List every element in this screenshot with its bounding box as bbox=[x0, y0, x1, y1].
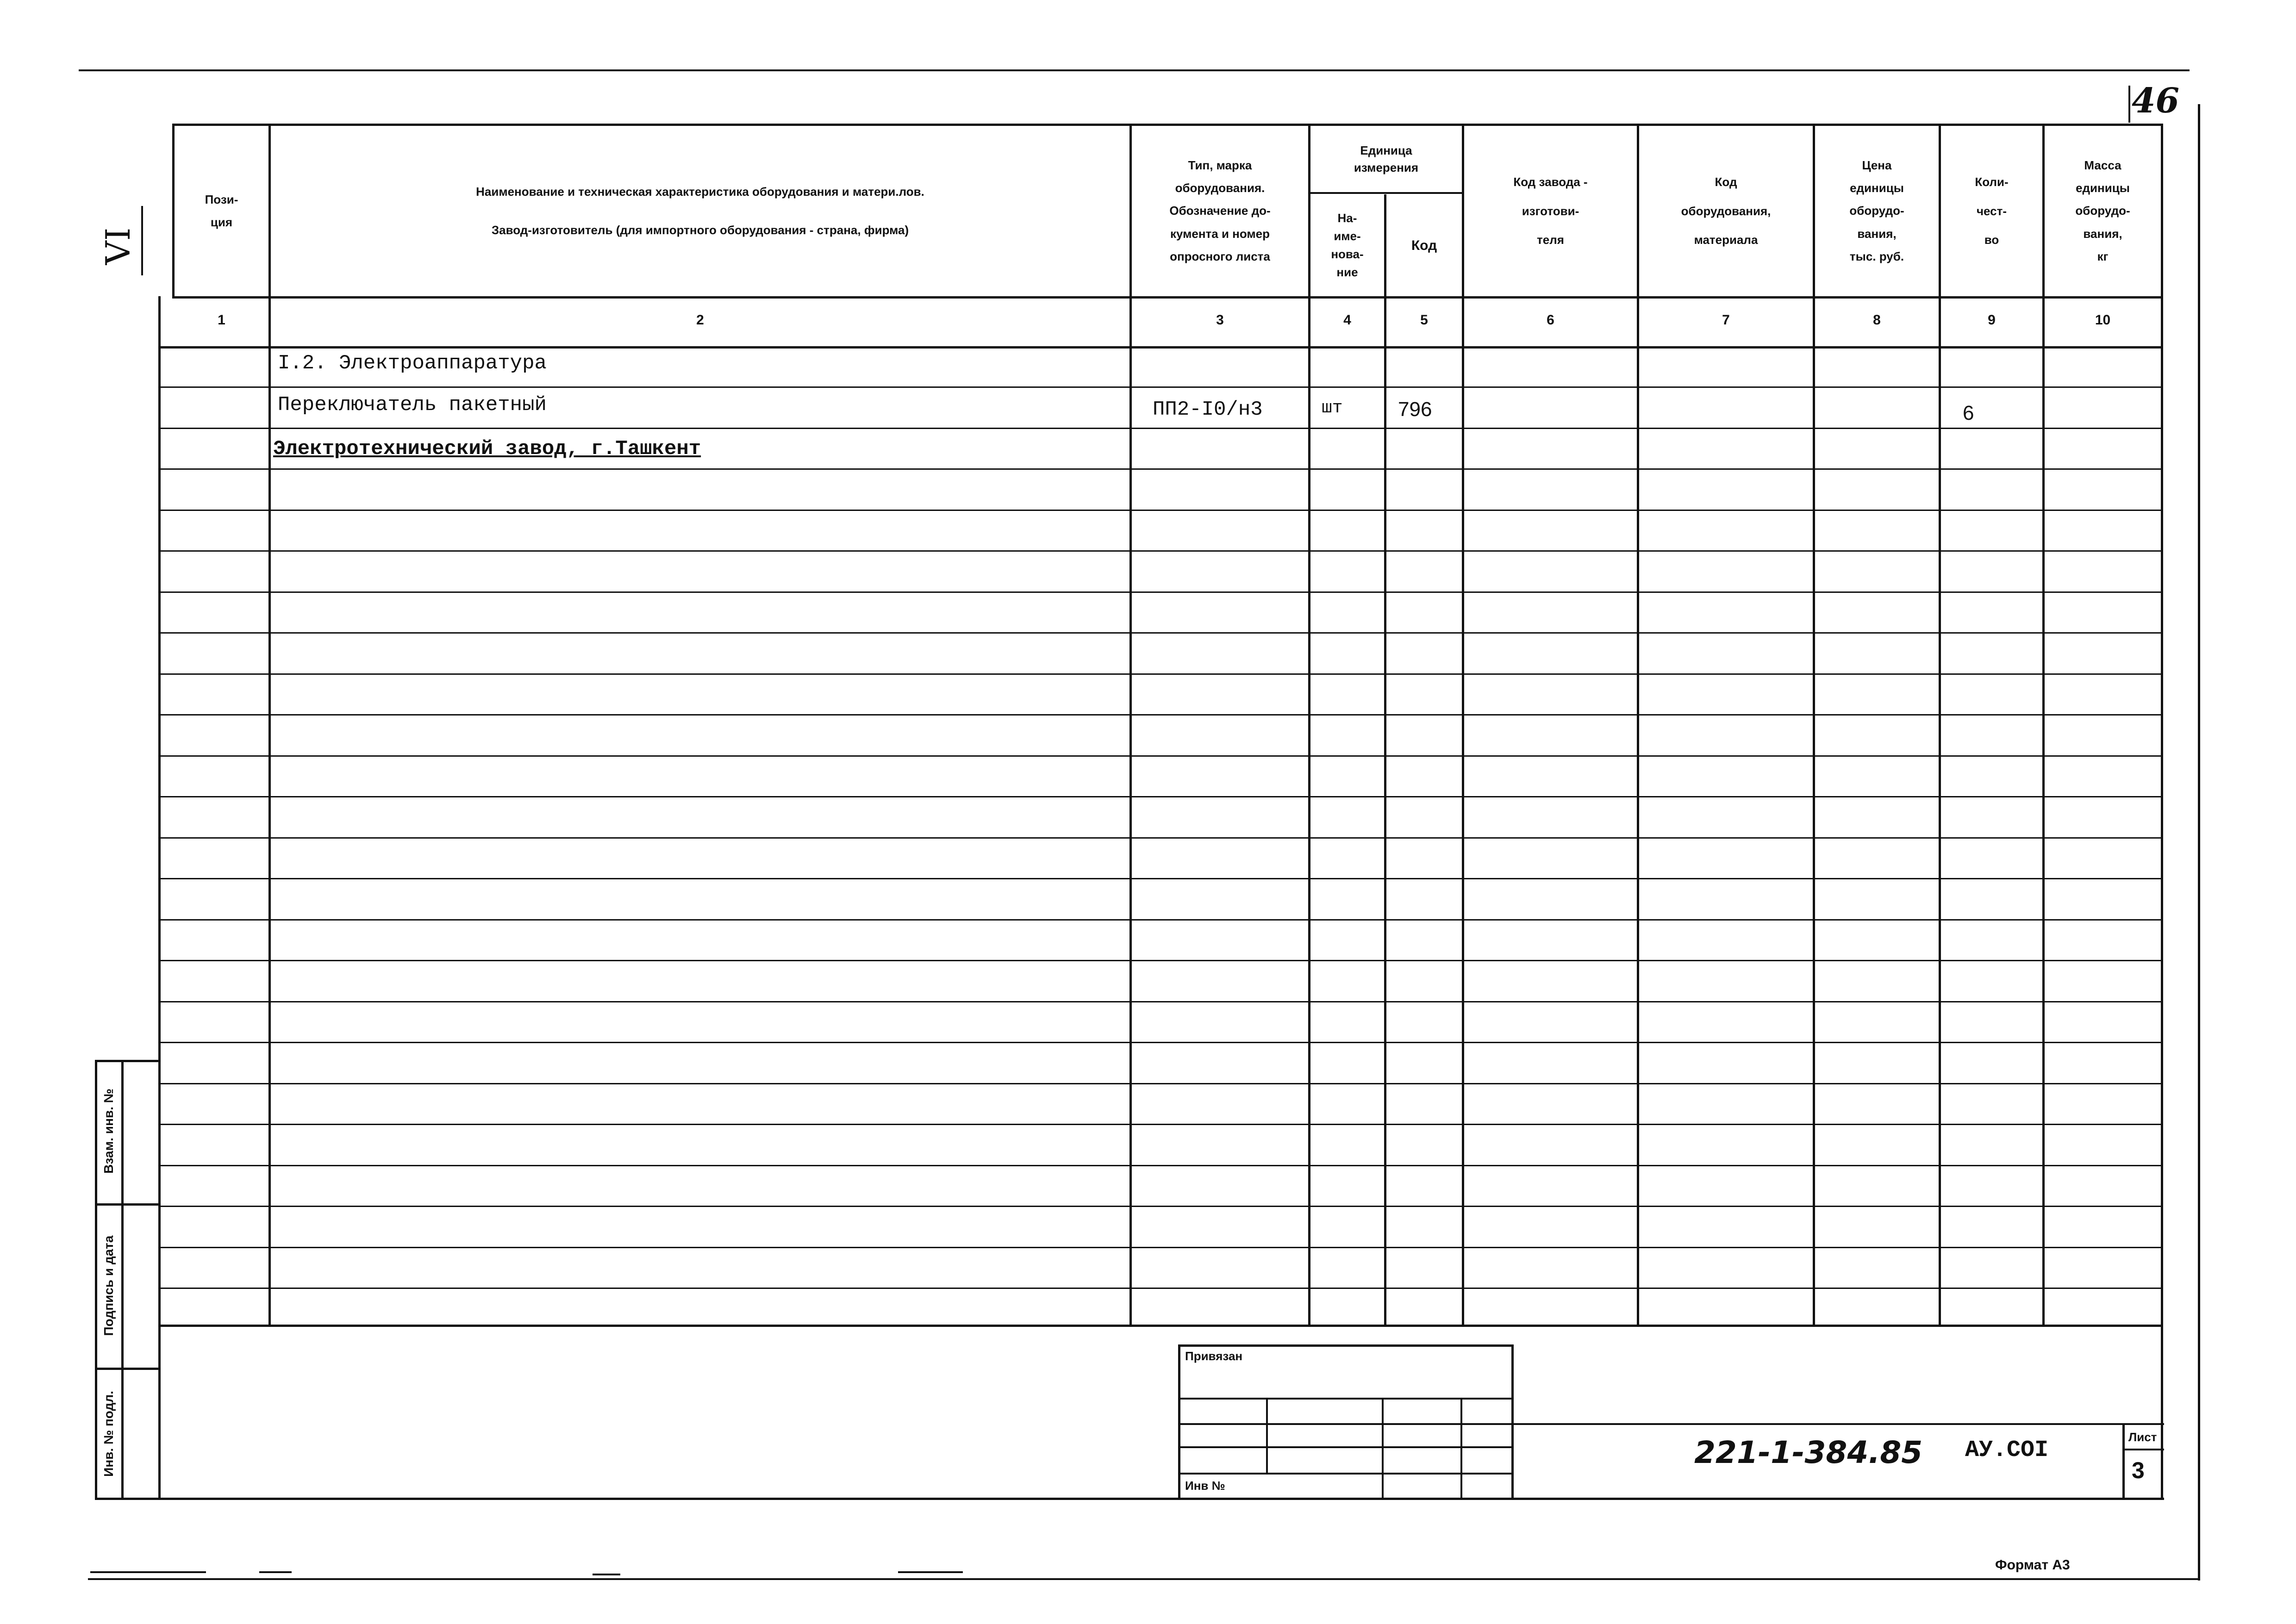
title-block-top bbox=[1511, 1423, 2164, 1425]
header-price: Цена единицы оборудо- вания, тыс. руб. bbox=[1849, 158, 1904, 264]
side-label-inv-podl: Инв. № подл. bbox=[101, 1391, 116, 1477]
col-line-6 bbox=[1637, 124, 1639, 1327]
header-quantity: Коли- чест- во bbox=[1975, 175, 2009, 247]
table-row-line bbox=[158, 714, 2163, 716]
row-2-name: Переключатель пакетный bbox=[278, 393, 547, 417]
table-row-line bbox=[158, 1206, 2163, 1207]
table-row-line bbox=[158, 468, 2163, 470]
header-name: Наименование и техническая характеристика оборудования и матери.лов. Завод-изготовитель (для импортного оборудования - страна, фирма) bbox=[476, 184, 924, 237]
header-equipment-code: Код оборудования, материала bbox=[1681, 175, 1771, 247]
corner-number-divider bbox=[2128, 86, 2130, 123]
table-row-line bbox=[158, 386, 2163, 388]
sheet-label: Лист bbox=[2128, 1430, 2157, 1444]
col-number-2: 2 bbox=[696, 312, 704, 328]
col-number-8: 8 bbox=[1873, 312, 1881, 328]
bottom-dash-1 bbox=[90, 1571, 206, 1573]
col-line-9 bbox=[2042, 124, 2045, 1327]
top-border-line bbox=[79, 69, 2190, 71]
document-suffix: АУ.СОI bbox=[1965, 1437, 2049, 1463]
stamp-inv-no-label: Инв № bbox=[1185, 1479, 1225, 1493]
side-stamp-bottom bbox=[95, 1498, 2164, 1500]
row-2-type: ПП2-I0/н3 bbox=[1153, 398, 1263, 421]
numbering-row-bottom-line bbox=[158, 346, 2163, 348]
stamp-box-vline-2 bbox=[1382, 1398, 1384, 1500]
side-stamp-outer-left bbox=[95, 1060, 97, 1500]
table-row-line bbox=[158, 591, 2163, 593]
col-line-1 bbox=[268, 124, 271, 1327]
stamp-box-right bbox=[1511, 1344, 1514, 1500]
table-row-line bbox=[158, 878, 2163, 879]
table-row-line bbox=[158, 837, 2163, 839]
table-row-line bbox=[158, 1083, 2163, 1084]
header-position: Пози- ция bbox=[205, 192, 238, 229]
header-unit-code: Код bbox=[1411, 237, 1437, 253]
stamp-box-hline-1 bbox=[1178, 1398, 1514, 1400]
table-row-line bbox=[158, 796, 2163, 797]
stamp-privyazan-label: Привязан bbox=[1185, 1349, 1243, 1363]
col-line-2 bbox=[1129, 124, 1132, 1327]
stamp-box-vline-3 bbox=[1460, 1398, 1462, 1500]
header-unit-name: На- име- нова- ние bbox=[1331, 211, 1364, 279]
document-code: 221-1-384.85 bbox=[1694, 1435, 1923, 1470]
bottom-dash-3 bbox=[593, 1574, 620, 1575]
header-bottom-line bbox=[172, 296, 2163, 299]
col-number-5: 5 bbox=[1420, 312, 1428, 328]
col-number-9: 9 bbox=[1988, 312, 1996, 328]
side-stamp-inner bbox=[121, 1060, 124, 1500]
stamp-box-hline-3 bbox=[1178, 1446, 1514, 1448]
row-1-name: I.2. Электроаппаратура bbox=[278, 352, 547, 375]
table-row-line bbox=[158, 919, 2163, 921]
stamp-box-top bbox=[1178, 1344, 1514, 1347]
col-line-3 bbox=[1308, 124, 1310, 1327]
format-label: Формат А3 bbox=[1995, 1557, 2070, 1573]
table-row-line bbox=[158, 632, 2163, 634]
table-row-line bbox=[158, 1124, 2163, 1125]
table-row-line bbox=[158, 1247, 2163, 1248]
side-label-podpis-data: Подпись и дата bbox=[101, 1235, 116, 1336]
row-2-unit: шт bbox=[1322, 398, 1343, 418]
frame-right-border bbox=[2161, 124, 2163, 1500]
table-body-bottom-line bbox=[158, 1325, 2163, 1327]
right-border-line bbox=[2198, 104, 2200, 1580]
table-row-line bbox=[158, 673, 2163, 675]
sheet-cell-divider bbox=[2122, 1449, 2164, 1450]
stamp-box-hline-2 bbox=[1178, 1423, 1514, 1425]
table-row-line bbox=[158, 1288, 2163, 1289]
col-line-8 bbox=[1939, 124, 1941, 1327]
header-type: Тип, марка оборудования. Обозначение до- кумента и номер опросного листа bbox=[1169, 158, 1271, 264]
table-row-line bbox=[158, 510, 2163, 511]
table-row-line bbox=[158, 1001, 2163, 1002]
sheet-cell-left bbox=[2122, 1423, 2125, 1500]
table-row-line bbox=[158, 755, 2163, 757]
table-row-line bbox=[158, 428, 2163, 429]
frame-left-border bbox=[158, 296, 161, 1500]
col-line-4 bbox=[1384, 194, 1386, 1327]
side-stamp-sep-1 bbox=[95, 1203, 160, 1206]
col-number-3: 3 bbox=[1216, 312, 1224, 328]
margin-mark-underline bbox=[141, 206, 143, 275]
col-number-7: 7 bbox=[1722, 312, 1730, 328]
col-number-10: 10 bbox=[2095, 312, 2111, 328]
header-unit-group: Единица измерения bbox=[1354, 143, 1419, 174]
margin-mark: VI bbox=[99, 227, 138, 265]
unit-group-divider bbox=[1308, 192, 1464, 194]
header-factory-code: Код завода - изготови- теля bbox=[1513, 175, 1588, 247]
sheet-number: 3 bbox=[2132, 1457, 2145, 1483]
col-number-6: 6 bbox=[1547, 312, 1554, 328]
col-line-5 bbox=[1462, 124, 1464, 1327]
row-3-name: Электротехнический завод, г.Ташкент bbox=[273, 437, 701, 460]
table-row-line bbox=[158, 550, 2163, 552]
side-label-vzam-inv: Взам. инв. № bbox=[101, 1089, 116, 1174]
stamp-box-left bbox=[1178, 1344, 1180, 1500]
col-number-4: 4 bbox=[1343, 312, 1351, 328]
stamp-box-vline-1 bbox=[1266, 1398, 1268, 1474]
table-row-line bbox=[158, 960, 2163, 961]
row-2-unit-code: 796 bbox=[1398, 398, 1432, 421]
col-number-1: 1 bbox=[218, 312, 225, 328]
header-mass: Масса единицы оборудо- вания, кг bbox=[2075, 158, 2130, 264]
row-2-quantity: 6 bbox=[1963, 402, 1974, 424]
table-row-line bbox=[158, 1165, 2163, 1166]
bottom-dash-2 bbox=[259, 1571, 292, 1573]
sheet-corner-number: 46 bbox=[2132, 81, 2179, 121]
stamp-box-hline-4 bbox=[1178, 1473, 1514, 1475]
col-line-7 bbox=[1813, 124, 1815, 1327]
bottom-border-line bbox=[88, 1578, 2199, 1580]
table-row-line bbox=[158, 1042, 2163, 1043]
bottom-dash-4 bbox=[898, 1571, 963, 1573]
